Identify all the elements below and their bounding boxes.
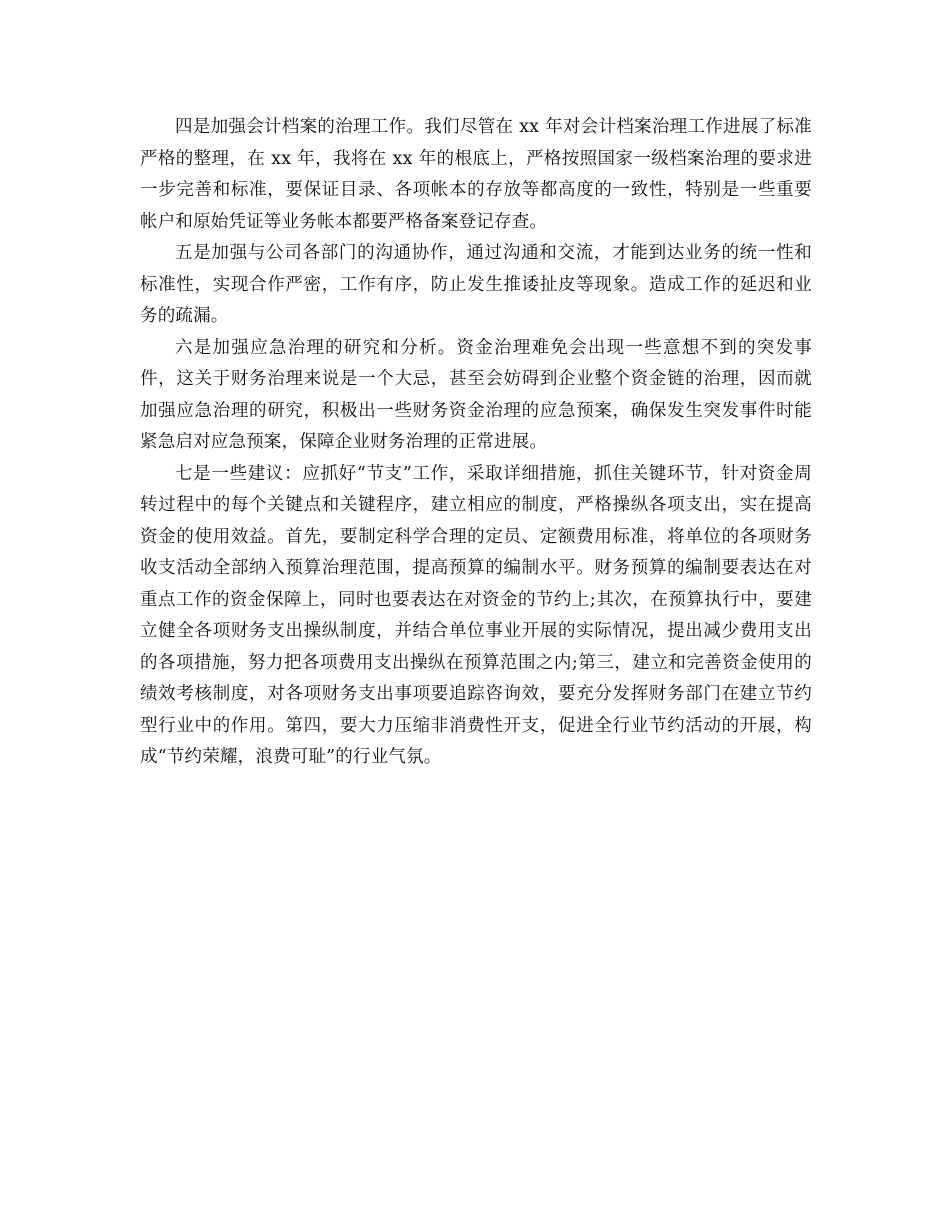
paragraph-communication: 五是加强与公司各部门的沟通协作，通过沟通和交流，才能到达业务的统一性和标准性，实现合作严密，工作有序，防止发生推诿扯皮等现象。造成工作的延迟和业务的疏漏。 xyxy=(140,243,812,326)
paragraph-archives: 四是加强会计档案的治理工作。我们尽管在 xx 年对会计档案治理工作进展了标准严格的整理，在 xx 年，我将在 xx 年的根底上，严格按照国家一级档案治理的要求进一步完善和标准，要保证目录、各项帐本的存放等都高度的一致性，特别是一些重要帐户和原始凭证等业务帐本都要严格备案登记存查。 xyxy=(140,117,812,232)
paragraph-emergency: 六是加强应急治理的研究和分析。资金治理难免会出现一些意想不到的突发事件，这关于财务治理来说是一个大忌，甚至会妨碍到企业整个资金链的治理，因而就加强应急治理的研究，积极出一些财务资金治理的应急预案，确保发生突发事件时能紧急启对应急预案，保障企业财务治理的正常进展。 xyxy=(140,337,812,452)
paragraph-suggestions: 七是一些建议：应抓好“节支”工作，采取详细措施，抓住关键环节，针对资金周转过程中的每个关键点和关键程序，建立相应的制度，严格操纵各项支出，实在提高资金的使用效益。首先，要制定科学合理的定员、定额费用标准，将单位的各项财务收支活动全部纳入预算治理范围，提高预算的编制水平。财务预算的编制要表达在对重点工作的资金保障上，同时也要表达在对资金的节约上;其次，在预算执行中，要建立健全各项财务支出操纵制度，并结合单位事业开展的实际情况，提出减少费用支出的各项措施，努力把各项费用支出操纵在预算范围之内;第三，建立和完善资金使用的绩效考核制度，对各项财务支出事项要追踪咨询效，要充分发挥财务部门在建立节约型行业中的作用。第四，要大力压缩非消费性开支，促进全行业节约活动的开展，构成“节约荣耀，浪费可耻”的行业气氛。 xyxy=(140,463,812,767)
document-body xyxy=(140,112,812,774)
